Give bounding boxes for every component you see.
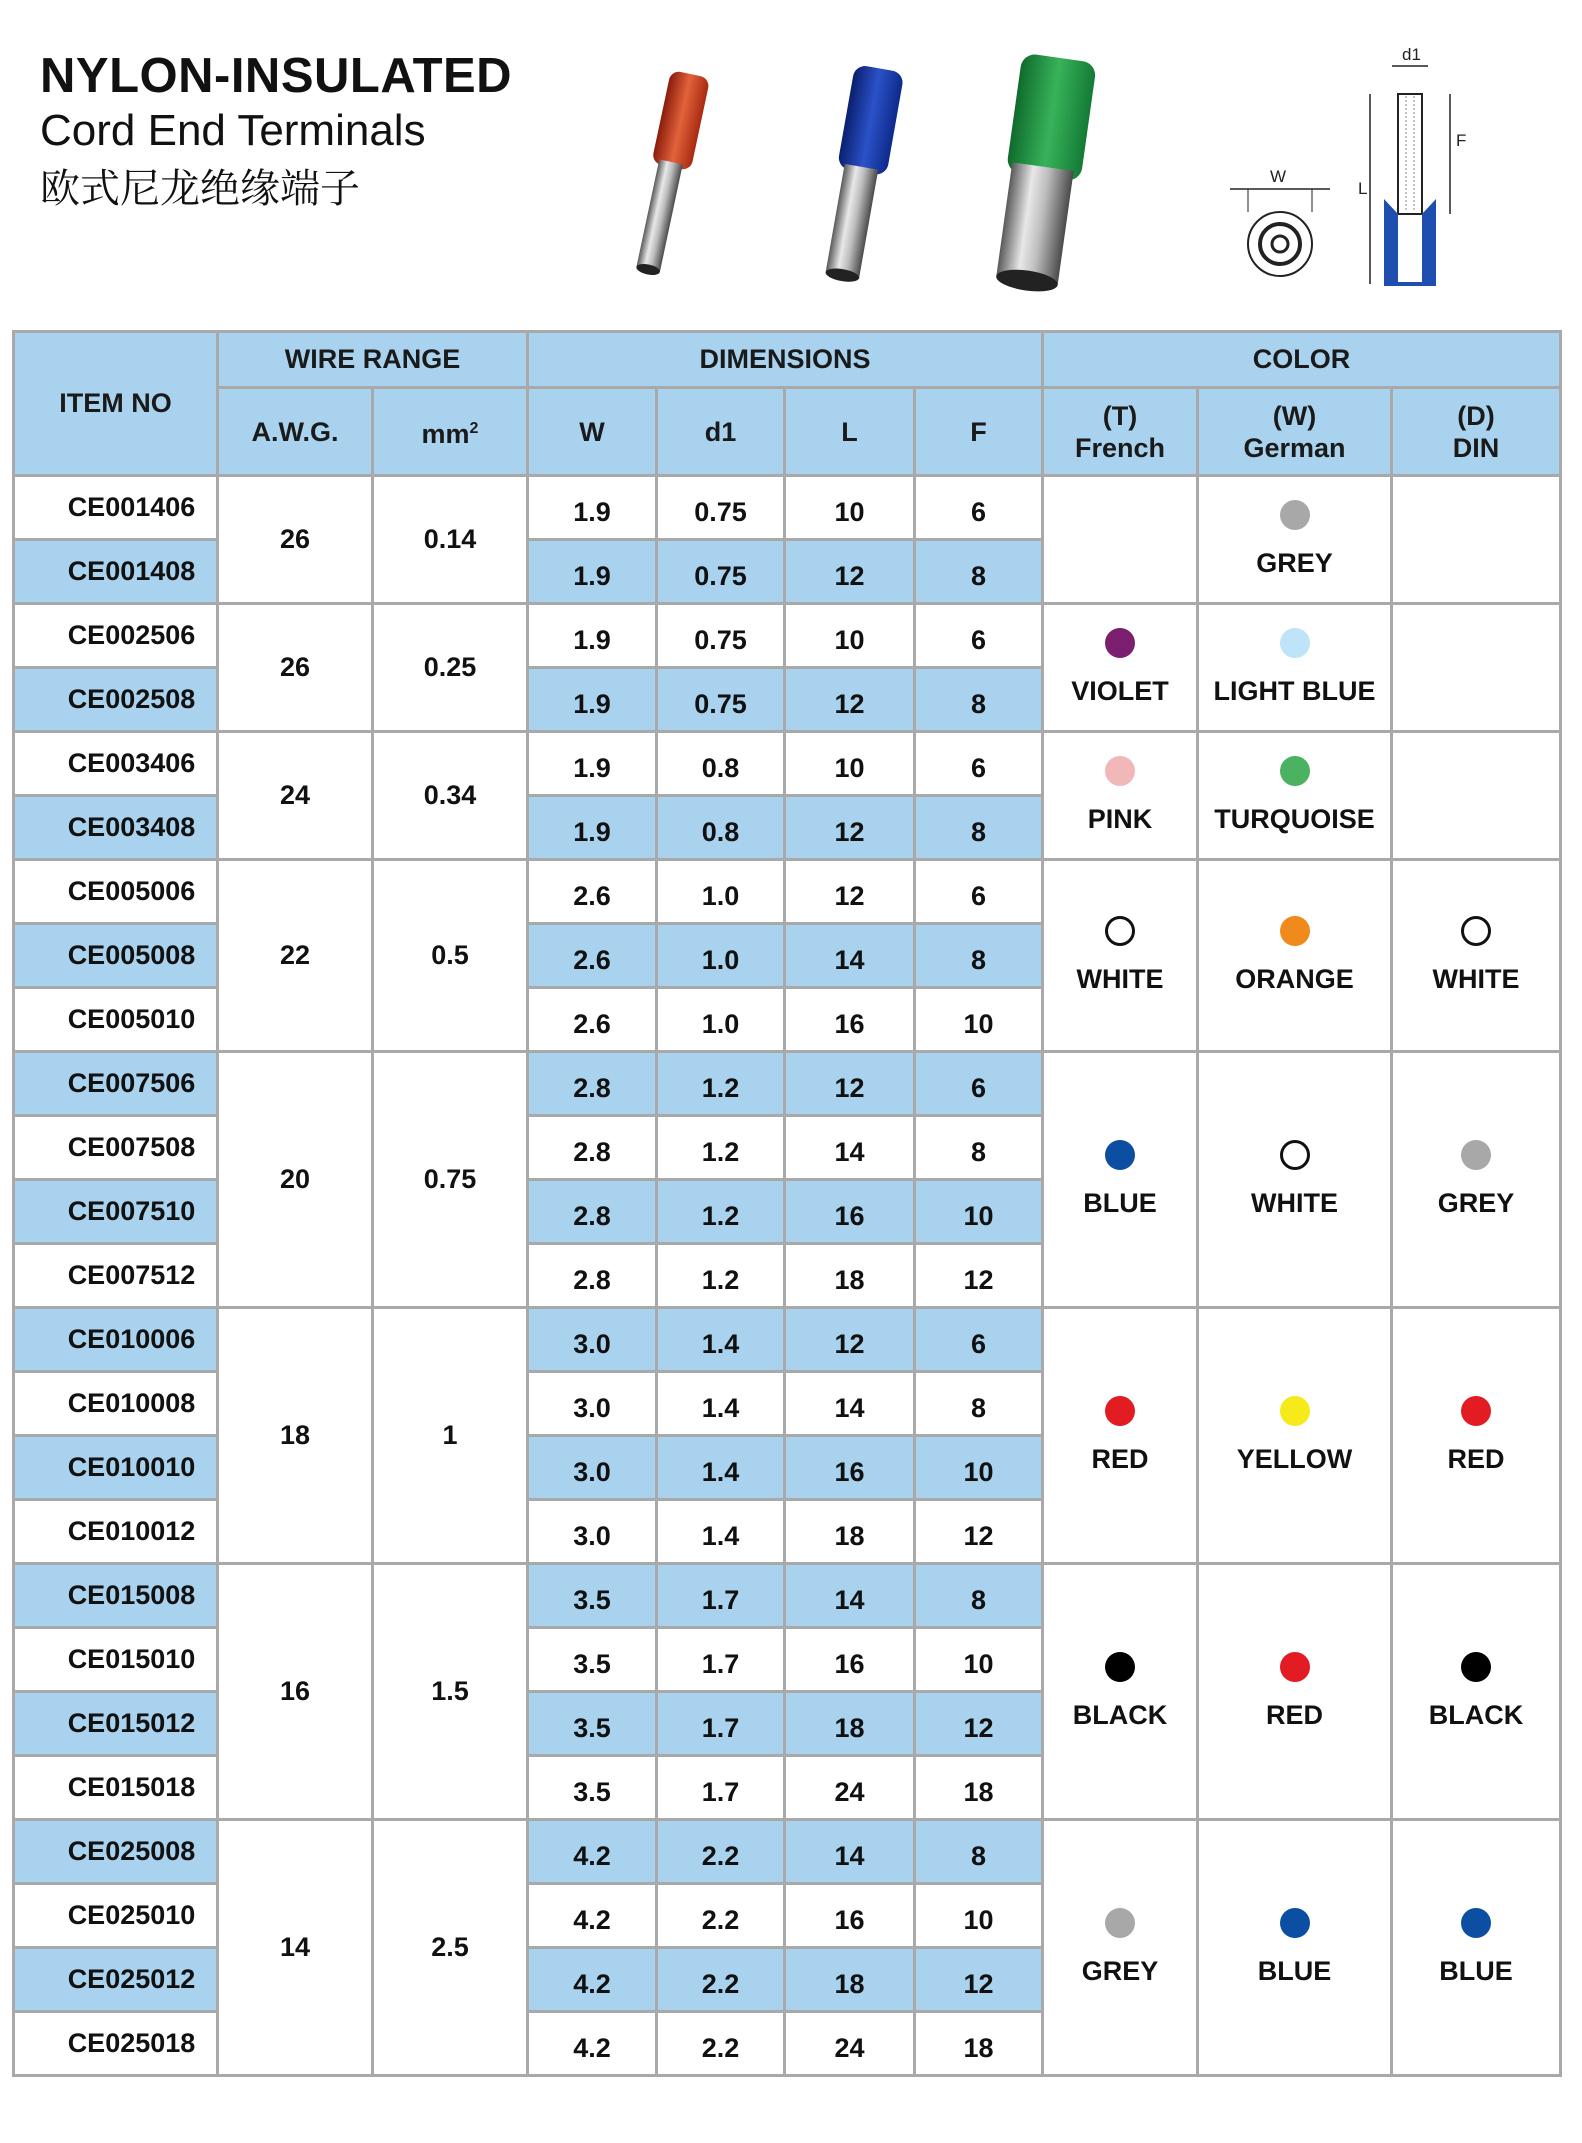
end-view-icon [1230, 189, 1330, 276]
item-no-cell: CE005010 [14, 988, 218, 1052]
w-cell: 4.2 [528, 1820, 657, 1884]
l-cell: 14 [785, 924, 915, 988]
color-swatch-icon [1280, 1908, 1310, 1938]
d1-cell: 1.0 [657, 924, 785, 988]
l-cell: 12 [785, 796, 915, 860]
f-cell: 10 [915, 1180, 1043, 1244]
f-cell: 6 [915, 476, 1043, 540]
awg-cell: 16 [218, 1564, 373, 1820]
l-cell: 12 [785, 1052, 915, 1116]
w-cell: 4.2 [528, 1948, 657, 2012]
item-no-cell: CE015010 [14, 1628, 218, 1692]
w-cell: 3.5 [528, 1692, 657, 1756]
l-cell: 16 [785, 1884, 915, 1948]
w-cell: 2.6 [528, 924, 657, 988]
table-row [14, 1564, 1561, 1628]
awg-cell: 22 [218, 860, 373, 1052]
item-no-cell: CE003406 [14, 732, 218, 796]
color-name: VIOLET [1071, 676, 1169, 706]
awg-cell: 26 [218, 604, 373, 732]
d1-cell: 1.0 [657, 988, 785, 1052]
f-cell: 18 [915, 1756, 1043, 1820]
color-name: ORANGE [1235, 964, 1354, 994]
color-name: WHITE [1076, 964, 1164, 994]
f-cell: 8 [915, 540, 1043, 604]
d1-cell: 1.7 [657, 1756, 785, 1820]
header-din-label: DIN [1452, 432, 1500, 463]
l-cell: 14 [785, 1820, 915, 1884]
german-color-cell [1198, 604, 1392, 732]
f-cell: 18 [915, 2012, 1043, 2076]
page-title-chinese: 欧式尼龙绝缘端子 [40, 167, 360, 211]
item-no-cell: CE002508 [14, 668, 218, 732]
color-swatch-icon [1280, 916, 1310, 946]
blue-ferrule-image [818, 64, 905, 285]
d1-cell: 0.8 [657, 796, 785, 860]
color-swatch-icon [1280, 500, 1310, 530]
header-din-code: (D) [1457, 400, 1495, 431]
color-swatch-icon [1105, 628, 1135, 658]
din-color-cell [1392, 604, 1561, 732]
mm2-cell: 0.5 [373, 860, 528, 1052]
dimension-diagram [1220, 44, 1500, 304]
red-ferrule-image [629, 70, 711, 279]
f-cell: 8 [915, 1116, 1043, 1180]
item-no-cell: CE025010 [14, 1884, 218, 1948]
page-header [0, 0, 1582, 330]
header-din [1392, 388, 1561, 476]
table-row [14, 1820, 1561, 1884]
color-swatch-icon [1461, 1908, 1491, 1938]
w-cell: 3.0 [528, 1308, 657, 1372]
d1-cell: 1.7 [657, 1564, 785, 1628]
table-row [14, 1052, 1561, 1116]
diagram-label-l: L [1358, 179, 1368, 198]
l-cell: 12 [785, 1308, 915, 1372]
mm2-cell: 0.25 [373, 604, 528, 732]
item-no-cell: CE007506 [14, 1052, 218, 1116]
color-name: BLACK [1428, 1700, 1524, 1730]
d1-cell: 1.4 [657, 1308, 785, 1372]
color-swatch-icon [1105, 1652, 1135, 1682]
mm2-cell: 1 [373, 1308, 528, 1564]
f-cell: 6 [915, 732, 1043, 796]
f-cell: 10 [915, 988, 1043, 1052]
color-swatch-icon [1105, 756, 1135, 786]
d1-cell: 1.2 [657, 1244, 785, 1308]
german-color-cell [1198, 860, 1392, 1052]
l-cell: 24 [785, 1756, 915, 1820]
color-name: PINK [1087, 804, 1153, 834]
item-no-cell: CE010006 [14, 1308, 218, 1372]
l-cell: 12 [785, 860, 915, 924]
german-color-cell [1198, 1564, 1392, 1820]
german-color-cell [1198, 476, 1392, 604]
side-view-icon [1370, 66, 1450, 284]
din-color-cell [1392, 1820, 1561, 2076]
f-cell: 8 [915, 1820, 1043, 1884]
l-cell: 14 [785, 1372, 915, 1436]
w-cell: 3.0 [528, 1372, 657, 1436]
l-cell: 10 [785, 476, 915, 540]
d1-cell: 1.4 [657, 1436, 785, 1500]
header-german-label: German [1243, 432, 1346, 463]
item-no-cell: CE015012 [14, 1692, 218, 1756]
table-row [14, 476, 1561, 540]
l-cell: 16 [785, 1436, 915, 1500]
table-row [14, 604, 1561, 668]
f-cell: 6 [915, 860, 1043, 924]
w-cell: 1.9 [528, 540, 657, 604]
header-german [1198, 388, 1392, 476]
l-cell: 24 [785, 2012, 915, 2076]
color-swatch-icon [1105, 916, 1135, 946]
header-french [1043, 388, 1198, 476]
awg-cell: 26 [218, 476, 373, 604]
w-cell: 2.6 [528, 988, 657, 1052]
d1-cell: 0.75 [657, 668, 785, 732]
item-no-cell: CE025012 [14, 1948, 218, 2012]
french-color-cell [1043, 1052, 1198, 1308]
d1-cell: 1.2 [657, 1116, 785, 1180]
w-cell: 3.5 [528, 1756, 657, 1820]
w-cell: 2.8 [528, 1244, 657, 1308]
green-ferrule-image [990, 53, 1097, 296]
item-no-cell: CE001408 [14, 540, 218, 604]
french-color-cell [1043, 476, 1198, 604]
item-no-cell: CE007512 [14, 1244, 218, 1308]
l-cell: 12 [785, 668, 915, 732]
mm2-cell: 0.34 [373, 732, 528, 860]
page-title: NYLON-INSULATED [40, 49, 513, 103]
l-cell: 16 [785, 1180, 915, 1244]
f-cell: 8 [915, 1564, 1043, 1628]
color-swatch-icon [1105, 1908, 1135, 1938]
d1-cell: 1.7 [657, 1628, 785, 1692]
f-cell: 8 [915, 668, 1043, 732]
color-swatch-icon [1280, 1396, 1310, 1426]
awg-cell: 24 [218, 732, 373, 860]
w-cell: 2.8 [528, 1052, 657, 1116]
product-images [600, 40, 1300, 300]
header-french-label: French [1075, 432, 1166, 463]
f-cell: 10 [915, 1628, 1043, 1692]
w-cell: 1.9 [528, 604, 657, 668]
l-cell: 16 [785, 1628, 915, 1692]
color-name: WHITE [1251, 1188, 1339, 1218]
german-color-cell [1198, 1820, 1392, 2076]
l-cell: 10 [785, 604, 915, 668]
l-cell: 12 [785, 540, 915, 604]
l-cell: 14 [785, 1564, 915, 1628]
french-color-cell [1043, 860, 1198, 1052]
header-dimensions: DIMENSIONS [528, 332, 1043, 388]
w-cell: 4.2 [528, 1884, 657, 1948]
color-swatch-icon [1280, 1652, 1310, 1682]
w-cell: 3.5 [528, 1628, 657, 1692]
french-color-cell [1043, 1564, 1198, 1820]
color-name: BLUE [1257, 1956, 1332, 1986]
page-subtitle: Cord End Terminals [40, 106, 426, 155]
header-german-code: (W) [1272, 400, 1317, 431]
header-awg: A.W.G. [218, 388, 373, 476]
color-name: GREY [1437, 1188, 1515, 1218]
d1-cell: 1.7 [657, 1692, 785, 1756]
mm2-cell: 0.14 [373, 476, 528, 604]
mm2-cell: 1.5 [373, 1564, 528, 1820]
w-cell: 1.9 [528, 732, 657, 796]
f-cell: 10 [915, 1884, 1043, 1948]
w-cell: 3.0 [528, 1436, 657, 1500]
f-cell: 8 [915, 796, 1043, 860]
d1-cell: 1.2 [657, 1052, 785, 1116]
french-color-cell [1043, 732, 1198, 860]
awg-cell: 18 [218, 1308, 373, 1564]
din-color-cell [1392, 860, 1561, 1052]
color-swatch-icon [1461, 1140, 1491, 1170]
item-no-cell: CE025018 [14, 2012, 218, 2076]
f-cell: 12 [915, 1948, 1043, 2012]
d1-cell: 0.8 [657, 732, 785, 796]
item-no-cell: CE015008 [14, 1564, 218, 1628]
w-cell: 3.5 [528, 1564, 657, 1628]
color-name: BLACK [1072, 1700, 1168, 1730]
d1-cell: 1.4 [657, 1500, 785, 1564]
french-color-cell [1043, 604, 1198, 732]
spec-table-body [14, 476, 1561, 2076]
l-cell: 10 [785, 732, 915, 796]
w-cell: 1.9 [528, 476, 657, 540]
item-no-cell: CE010008 [14, 1372, 218, 1436]
header-mm2-unit: mm [421, 419, 470, 449]
color-swatch-icon [1280, 756, 1310, 786]
d1-cell: 0.75 [657, 540, 785, 604]
table-row [14, 860, 1561, 924]
din-color-cell [1392, 1052, 1561, 1308]
color-swatch-icon [1280, 1140, 1310, 1170]
table-row [14, 732, 1561, 796]
d1-cell: 2.2 [657, 1948, 785, 2012]
w-cell: 3.0 [528, 1500, 657, 1564]
d1-cell: 2.2 [657, 1884, 785, 1948]
d1-cell: 1.0 [657, 860, 785, 924]
f-cell: 8 [915, 1372, 1043, 1436]
l-cell: 18 [785, 1948, 915, 2012]
w-cell: 2.8 [528, 1180, 657, 1244]
awg-cell: 20 [218, 1052, 373, 1308]
table-row [14, 1308, 1561, 1372]
german-color-cell [1198, 732, 1392, 860]
d1-cell: 2.2 [657, 2012, 785, 2076]
german-color-cell [1198, 1052, 1392, 1308]
header-french-code: (T) [1102, 400, 1138, 431]
item-no-cell: CE005006 [14, 860, 218, 924]
french-color-cell [1043, 1308, 1198, 1564]
item-no-cell: CE007510 [14, 1180, 218, 1244]
w-cell: 1.9 [528, 668, 657, 732]
f-cell: 12 [915, 1244, 1043, 1308]
din-color-cell [1392, 732, 1561, 860]
color-name: GREY [1256, 548, 1333, 578]
din-color-cell [1392, 476, 1561, 604]
l-cell: 16 [785, 988, 915, 1052]
item-no-cell: CE001406 [14, 476, 218, 540]
german-color-cell [1198, 1308, 1392, 1564]
d1-cell: 2.2 [657, 1820, 785, 1884]
header-mm2-superscript: 2 [469, 420, 479, 437]
w-cell: 2.8 [528, 1116, 657, 1180]
header-mm2 [373, 388, 528, 476]
w-cell: 1.9 [528, 796, 657, 860]
color-swatch-icon [1461, 916, 1491, 946]
color-name: BLUE [1439, 1956, 1513, 1986]
f-cell: 6 [915, 604, 1043, 668]
item-no-cell: CE025008 [14, 1820, 218, 1884]
color-swatch-icon [1280, 628, 1310, 658]
header-w: W [528, 388, 657, 476]
french-color-cell [1043, 1820, 1198, 2076]
item-no-cell: CE002506 [14, 604, 218, 668]
f-cell: 12 [915, 1692, 1043, 1756]
f-cell: 6 [915, 1308, 1043, 1372]
din-color-cell [1392, 1308, 1561, 1564]
header-d1: d1 [657, 388, 785, 476]
item-no-cell: CE003408 [14, 796, 218, 860]
header-item-no: ITEM NO [14, 332, 218, 476]
color-swatch-icon [1461, 1396, 1491, 1426]
item-no-cell: CE010012 [14, 1500, 218, 1564]
color-name: LIGHT BLUE [1213, 676, 1376, 706]
awg-cell: 14 [218, 1820, 373, 2076]
f-cell: 12 [915, 1500, 1043, 1564]
color-name: TURQUOISE [1214, 804, 1375, 834]
item-no-cell: CE015018 [14, 1756, 218, 1820]
header-color: COLOR [1043, 332, 1561, 388]
header-f: F [915, 388, 1043, 476]
color-swatch-icon [1105, 1140, 1135, 1170]
header-l: L [785, 388, 915, 476]
diagram-label-f: F [1456, 131, 1467, 150]
color-swatch-icon [1105, 1396, 1135, 1426]
d1-cell: 1.4 [657, 1372, 785, 1436]
item-no-cell: CE005008 [14, 924, 218, 988]
f-cell: 8 [915, 924, 1043, 988]
item-no-cell: CE010010 [14, 1436, 218, 1500]
color-name: GREY [1081, 1956, 1159, 1986]
diagram-label-w: W [1270, 167, 1287, 186]
d1-cell: 1.2 [657, 1180, 785, 1244]
l-cell: 14 [785, 1116, 915, 1180]
spec-table [12, 330, 1562, 2077]
d1-cell: 0.75 [657, 604, 785, 668]
f-cell: 6 [915, 1052, 1043, 1116]
color-name: RED [1447, 1444, 1505, 1474]
color-name: YELLOW [1236, 1444, 1353, 1474]
title-block [40, 48, 512, 218]
l-cell: 18 [785, 1500, 915, 1564]
diagram-label-d1: d1 [1402, 45, 1421, 64]
din-color-cell [1392, 1564, 1561, 1820]
item-no-cell: CE007508 [14, 1116, 218, 1180]
mm2-cell: 2.5 [373, 1820, 528, 2076]
color-name: RED [1266, 1700, 1324, 1730]
l-cell: 18 [785, 1692, 915, 1756]
l-cell: 18 [785, 1244, 915, 1308]
color-name: WHITE [1432, 964, 1520, 994]
mm2-cell: 0.75 [373, 1052, 528, 1308]
w-cell: 4.2 [528, 2012, 657, 2076]
d1-cell: 0.75 [657, 476, 785, 540]
f-cell: 10 [915, 1436, 1043, 1500]
color-name: RED [1091, 1444, 1149, 1474]
color-swatch-icon [1461, 1652, 1491, 1682]
header-wire-range: WIRE RANGE [218, 332, 528, 388]
w-cell: 2.6 [528, 860, 657, 924]
color-name: BLUE [1083, 1188, 1157, 1218]
